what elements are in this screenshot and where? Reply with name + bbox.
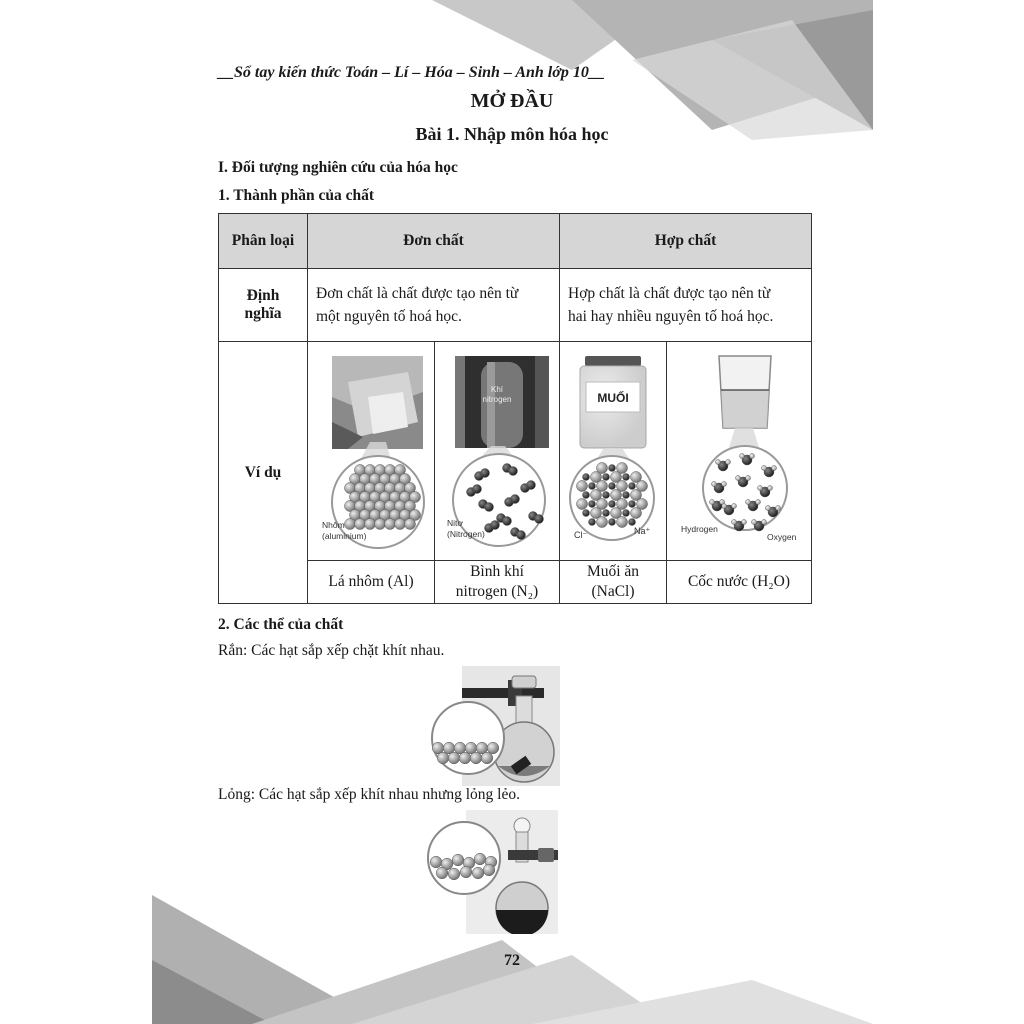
- water-illustration: [667, 342, 812, 561]
- liquid-description: Lỏng: Các hạt sắp xếp khít nhau nhưng lỏng lẻo.: [218, 786, 520, 803]
- header-compound: Hợp chất: [560, 214, 812, 269]
- aluminium-label: Nhôm: [322, 520, 345, 530]
- lesson-title: Bài 1. Nhập môn hóa học: [415, 124, 609, 144]
- page-number: 72: [504, 952, 520, 969]
- solid-description: Rắn: Các hạt sắp xếp chặt khít nhau.: [218, 642, 445, 659]
- header-element: Đơn chất: [308, 214, 560, 269]
- examples-image-row: [219, 342, 812, 561]
- caption-water: Cốc nước (H₂O): [667, 561, 812, 604]
- definition-row: [219, 269, 812, 342]
- svg-text:(aluminium): (aluminium): [322, 531, 367, 541]
- chapter-title: MỞ ĐẦU: [470, 90, 554, 112]
- svg-text:(Nitrogen): (Nitrogen): [447, 529, 485, 539]
- salt-jar-label: MUỐI: [597, 391, 629, 405]
- oxygen-label: Oxygen: [767, 532, 797, 542]
- caption-salt: Muối ăn (NaCl): [560, 561, 667, 604]
- compound-definition: Hợp chất là chất được tạo nên từ hai hay nhiều nguyên tố hoá học.: [560, 269, 812, 342]
- table-header-row: [219, 214, 812, 269]
- element-definition: Đơn chất là chất được tạo nên từ một nguyên tố hoá học.: [308, 269, 560, 342]
- running-header: __Sổ tay kiến thức Toán – Lí – Hóa – Sinh – Anh lớp 10__: [218, 64, 605, 81]
- svg-text:nitrogen: nitrogen: [482, 395, 512, 404]
- solid-state-illustration: [428, 666, 560, 786]
- liquid-state-illustration: [426, 810, 558, 934]
- caption-nitrogen: Bình khí nitrogen (N₂): [435, 561, 560, 604]
- hydrogen-label: Hydrogen: [681, 524, 718, 534]
- states-heading: 2. Các thể của chất: [218, 616, 344, 633]
- tank-label: Khí: [490, 385, 504, 394]
- nitrogen-illustration: [435, 342, 560, 561]
- composition-table: [218, 213, 812, 604]
- caption-aluminium: Lá nhôm (Al): [308, 561, 435, 604]
- definition-label: Định nghĩa: [219, 269, 308, 342]
- examples-caption-row: [219, 561, 812, 604]
- salt-illustration: [560, 342, 667, 561]
- header-classification: Phân loại: [219, 214, 308, 269]
- section-heading: I. Đối tượng nghiên cứu của hóa học: [218, 159, 458, 176]
- aluminium-illustration: [308, 342, 435, 561]
- nitrogen-label: Nitơ: [447, 518, 463, 528]
- chloride-label: Cl⁻: [574, 530, 588, 540]
- subsection-heading: 1. Thành phần của chất: [218, 187, 375, 204]
- sodium-label: Na⁺: [634, 526, 651, 536]
- examples-label: Ví dụ: [219, 342, 308, 604]
